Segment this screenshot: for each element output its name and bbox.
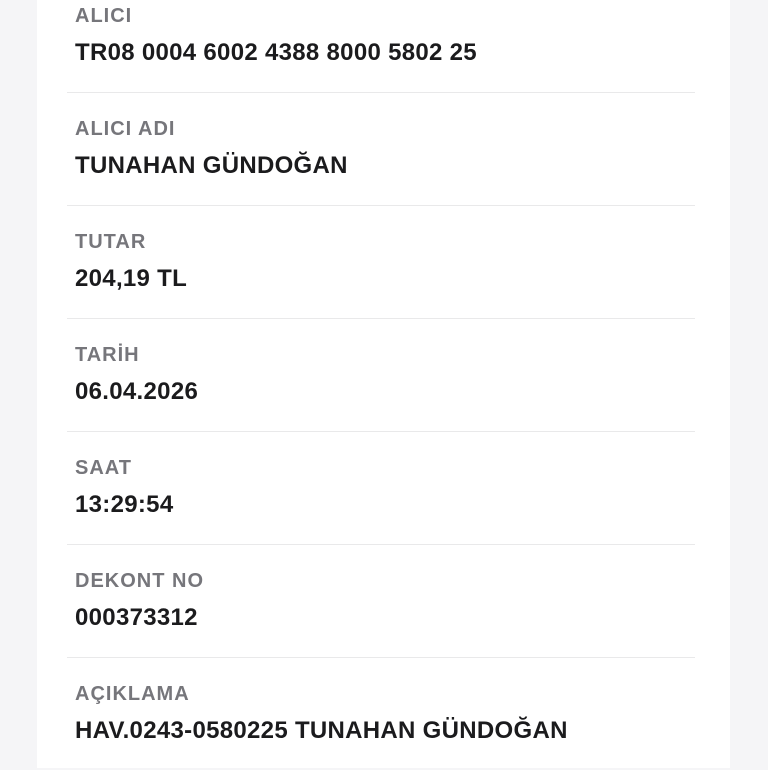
field-label-dekont-no: DEKONT NO [75, 570, 204, 592]
field-label-saat: SAAT [75, 457, 132, 479]
receipt-field-row-alici [67, 0, 695, 93]
field-value-saat: 13:29:54 [75, 491, 174, 518]
receipt-field-row-alici-adi [67, 93, 695, 206]
field-label-alici: ALICI [75, 5, 133, 27]
field-value-dekont-no: 000373312 [75, 604, 198, 631]
field-value-alici-iban: TR08 0004 6002 4388 8000 5802 25 [75, 39, 477, 66]
receipt-field-row-tutar [67, 206, 695, 319]
field-value-aciklama: HAV.0243-0580225 TUNAHAN GÜNDOĞAN [75, 717, 568, 744]
field-value-alici-adi: TUNAHAN GÜNDOĞAN [75, 152, 348, 179]
receipt-field-row-saat [67, 432, 695, 545]
field-value-tarih: 06.04.2026 [75, 378, 199, 405]
receipt-card [37, 0, 730, 768]
field-label-tarih: TARİH [75, 344, 140, 366]
receipt-field-row-dekont-no [67, 545, 695, 658]
receipt-field-row-tarih [67, 319, 695, 432]
field-label-aciklama: AÇIKLAMA [75, 683, 190, 705]
field-label-alici-adi: ALICI ADI [75, 118, 176, 140]
field-value-tutar: 204,19 TL [75, 265, 188, 292]
field-label-tutar: TUTAR [75, 231, 147, 253]
receipt-field-row-aciklama [67, 658, 695, 770]
